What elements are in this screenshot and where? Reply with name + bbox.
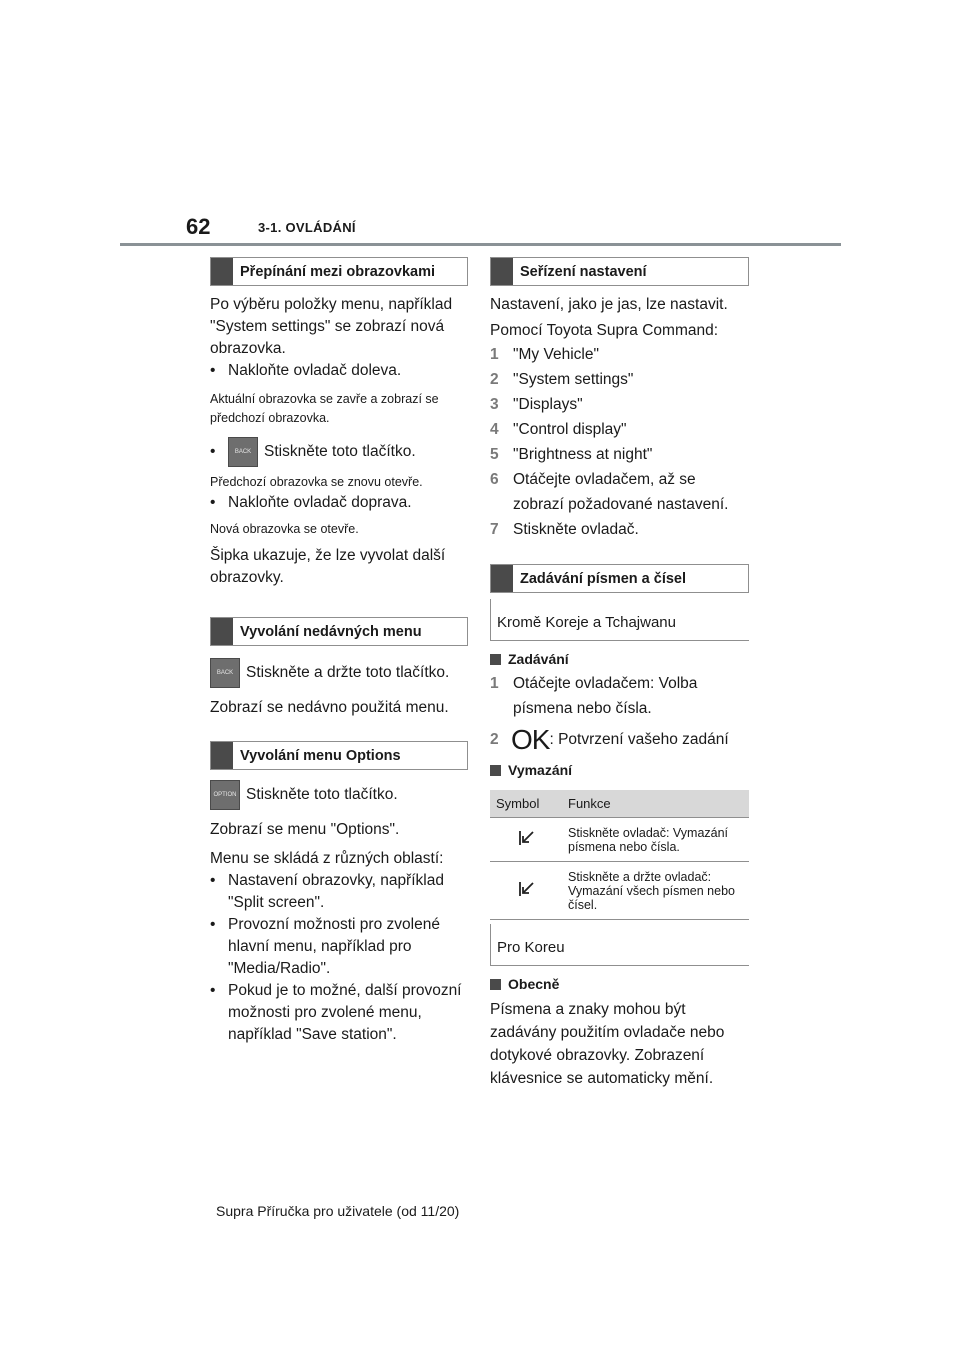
back-button-icon: BACK (210, 658, 240, 688)
left-column (210, 257, 468, 1046)
chapter-title: 3-1. OVLÁDÁNÍ (258, 220, 356, 235)
bullet-item: • Pokud je to možné, další provozní možnosti pro zvolené menu, například "Save station". (210, 982, 462, 1043)
note: Aktuální obrazovka se zavře a zobrazí se předchozí obrazovka. (210, 392, 439, 425)
symbol-table (490, 790, 749, 920)
table-header: Symbol (490, 790, 562, 818)
subheading: Obecně (490, 976, 749, 992)
section-heading: Seřízení nastavení (490, 257, 749, 286)
step-item: 5 "Brightness at night" (490, 446, 653, 463)
section-heading: Zadávání písmen a čísel (490, 564, 749, 593)
back-button-icon: BACK (228, 437, 258, 467)
paragraph: Pomocí Toyota Supra Command: (490, 322, 719, 339)
step-item: 2 OK : Potvrzení vašeho zadání (490, 724, 729, 755)
paragraph: Šipka ukazuje, že lze vyvolat další obrazovky. (210, 547, 446, 586)
step-item: 4 "Control display" (490, 421, 627, 438)
step-item: 2 "System settings" (490, 371, 634, 388)
note: Nová obrazovka se otevře. (210, 522, 359, 536)
header-rule (120, 243, 841, 246)
subheading: Vymazání (490, 762, 749, 778)
region-label: Pro Koreu (490, 924, 749, 966)
paragraph: Písmena a znaky mohou být zadávány použitím ovladače nebo dotykové obrazovky. Zobrazení klávesnice se automaticky mění. (490, 1001, 725, 1087)
instruction-line: OPTION Stiskněte toto tlačítko. (210, 780, 468, 810)
region-label: Kromě Koreje a Tchajwanu (490, 599, 749, 641)
delete-icon (490, 818, 562, 862)
paragraph: Zobrazí se menu "Options". (210, 821, 400, 838)
step-list (490, 342, 749, 542)
bullet-item: • Nakloňte ovladač doleva. (210, 362, 402, 379)
paragraph: Zobrazí se nedávno použitá menu. (210, 699, 449, 716)
ok-icon: OK (511, 724, 550, 755)
section-heading: Vyvolání menu Options (210, 741, 468, 770)
step-item: 7 Stiskněte ovladač. (490, 521, 639, 538)
section-heading: Vyvolání nedávných menu (210, 617, 468, 646)
bullet-item: • Provozní možnosti pro zvolené hlavní menu, například pro "Media/Radio". (210, 916, 440, 977)
paragraph: Nastavení, jako je jas, lze nastavit. (490, 296, 728, 313)
step-item: 1 Otáčejte ovladačem: Volba písmena nebo čísla. (490, 675, 698, 717)
subheading: Zadávání (490, 651, 749, 667)
note: Předchozí obrazovka se znovu otevře. (210, 475, 423, 489)
delete-all-icon (490, 862, 562, 920)
page-number: 62 (186, 214, 211, 239)
instruction-line: BACK Stiskněte a držte toto tlačítko. (210, 658, 468, 688)
step-item: 3 "Displays" (490, 396, 583, 413)
bullet-item: • Nakloňte ovladač doprava. (210, 494, 412, 511)
paragraph: Po výběru položky menu, například "System settings" se zobrazí nová obrazovka. (210, 296, 453, 357)
footer: Supra Příručka pro uživatele (od 11/20) (216, 1203, 460, 1219)
table-header: Funkce (562, 790, 749, 818)
paragraph: Menu se skládá z různých oblastí: (210, 850, 444, 867)
bullet-item: • Nastavení obrazovky, například "Split screen". (210, 872, 444, 911)
section-title: Přepínání mezi obrazovkami (240, 263, 436, 280)
step-item: 6 Otáčejte ovladačem, až se zobrazí požadované nastavení. (490, 471, 729, 513)
table-row: Stiskněte a držte ovladač: Vymazání všech písmen nebo čísel. (490, 862, 749, 920)
step-item: 1 "My Vehicle" (490, 346, 599, 363)
section-heading (210, 257, 468, 286)
option-button-icon: OPTION (210, 780, 240, 810)
table-row: Stiskněte ovladač: Vymazání písmena nebo čísla. (490, 818, 749, 862)
bullet-item: • BACK Stiskněte toto tlačítko. (210, 437, 468, 467)
right-column (490, 257, 749, 1090)
